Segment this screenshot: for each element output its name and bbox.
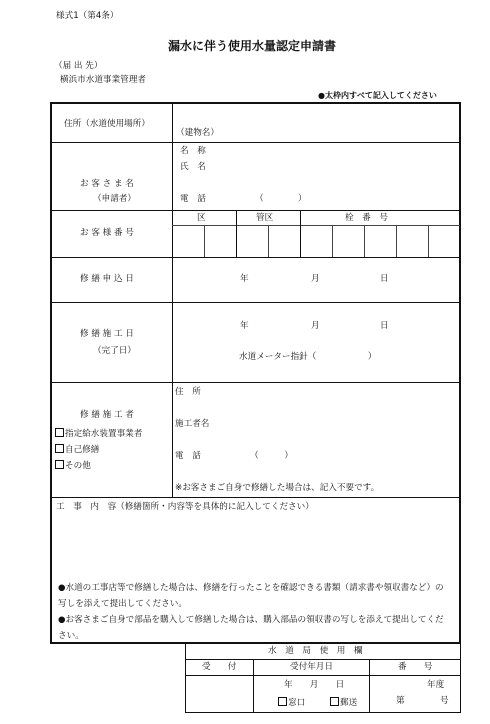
office-divider (369, 659, 370, 713)
apply-month[interactable]: 月 (311, 274, 320, 284)
checkbox[interactable] (55, 428, 64, 437)
number-header: 番 号 (398, 662, 433, 672)
row-divider (51, 210, 460, 211)
option-label: 指定給水装置事業者 (65, 429, 143, 439)
checkbox[interactable] (55, 444, 64, 453)
fill-notice: ●太枠内すべて記入してください (318, 91, 437, 100)
option-label: 自己修繕 (65, 445, 100, 455)
apply-date-label: 修 繕 申 込 日 (80, 274, 134, 284)
option-self-repair[interactable] (55, 444, 99, 455)
recipient-label: （届 出 先） (54, 61, 103, 71)
district-header: 管区 (256, 213, 274, 223)
ward-header: 区 (197, 213, 206, 223)
row-divider (51, 302, 460, 303)
contractor-address[interactable]: 住 所 (175, 387, 201, 397)
apply-day[interactable]: 日 (380, 274, 389, 284)
window-option[interactable] (278, 697, 305, 708)
digit-divider (204, 225, 205, 257)
option-designated-contractor[interactable] (55, 428, 142, 439)
checkbox[interactable] (55, 460, 64, 469)
applicant-label: （申請者） (93, 194, 136, 204)
row-divider (51, 497, 460, 498)
checkbox[interactable] (278, 697, 287, 706)
receipt-note: ●水道の工事店等で修繕した場合は、修繕を行ったことを確認できる書類（請求書や領収書など）の写しを添えて提出してください。 (58, 583, 444, 609)
completion-label: （完了日） (93, 346, 136, 356)
option-label: その他 (65, 461, 91, 471)
customer-phone-label: 電 話 (180, 194, 206, 204)
form-title: 漏水に伴う使用水量認定申請書 (168, 39, 337, 53)
work-date-label: 修 繕 施 工 日 (80, 329, 134, 339)
tap-number-header: 栓 番 号 (345, 213, 388, 223)
digit-divider (332, 225, 333, 257)
office-divider (185, 659, 461, 660)
office-divider (185, 675, 461, 676)
reception-header: 受 付 (202, 662, 237, 672)
work-details-label: 工 事 内 容（修繕箇所・内容等を具体的に記入してください） (56, 502, 314, 512)
number-suffix: 号 (440, 696, 449, 706)
option-label: 郵送 (340, 698, 358, 708)
customer-org-name[interactable]: 名 称 (180, 146, 206, 156)
form-number: 様式1（第4条） (56, 11, 119, 21)
digit-divider (236, 210, 237, 257)
meter-reading-field[interactable]: 水道メーター指針（ ） (239, 352, 377, 362)
contractor-name[interactable]: 施工者名 (175, 419, 210, 429)
mail-option[interactable] (330, 697, 357, 708)
number-prefix: 第 (396, 696, 405, 706)
number-header-divider (172, 225, 460, 226)
digit-divider (268, 225, 269, 257)
checkbox[interactable] (330, 697, 339, 706)
option-other[interactable] (55, 460, 91, 471)
recipient-name: 横浜市水道事業管理者 (60, 75, 146, 85)
digit-divider (428, 225, 429, 257)
work-month[interactable]: 月 (311, 321, 320, 331)
customer-number-label: お 客 様 番 号 (80, 228, 134, 238)
digit-divider (300, 210, 301, 257)
customer-name-label: お 客 さ ま 名 (80, 179, 134, 189)
reception-date: 年 月 日 (284, 680, 345, 690)
location-label: 住所（水道使用場所） (64, 119, 150, 129)
digit-divider (364, 225, 365, 257)
reception-date-header: 受付年月日 (290, 662, 333, 672)
contractor-label: 修 繕 施 工 者 (80, 410, 134, 420)
work-year[interactable]: 年 (240, 321, 249, 331)
building-label[interactable]: （建物名） (176, 128, 219, 138)
work-day[interactable]: 日 (380, 321, 389, 331)
customer-phone-field[interactable]: （ ） (255, 194, 307, 204)
digit-divider (396, 225, 397, 257)
contractor-note: ※お客さまご自身で修繕した場合は、記入不要です。 (175, 483, 380, 493)
contractor-phone-field[interactable]: （ ） (250, 451, 293, 461)
apply-year[interactable]: 年 (240, 274, 249, 284)
label-column-divider (172, 103, 173, 497)
row-divider (51, 257, 460, 258)
customer-person-name[interactable]: 氏 名 (180, 162, 206, 172)
option-label: 窓口 (288, 698, 306, 708)
contractor-phone-label: 電 話 (175, 451, 201, 461)
office-use-title: 水 道 局 使 用 欄 (268, 646, 363, 656)
purchase-note: ●お客さまご自身で部品を購入して修繕した場合は、購入部品の領収書の写しを添えて提出してください。 (58, 615, 444, 641)
row-divider (51, 382, 460, 383)
office-divider (253, 659, 254, 713)
row-divider (51, 142, 460, 143)
fiscal-year-label: 年度 (427, 680, 445, 690)
